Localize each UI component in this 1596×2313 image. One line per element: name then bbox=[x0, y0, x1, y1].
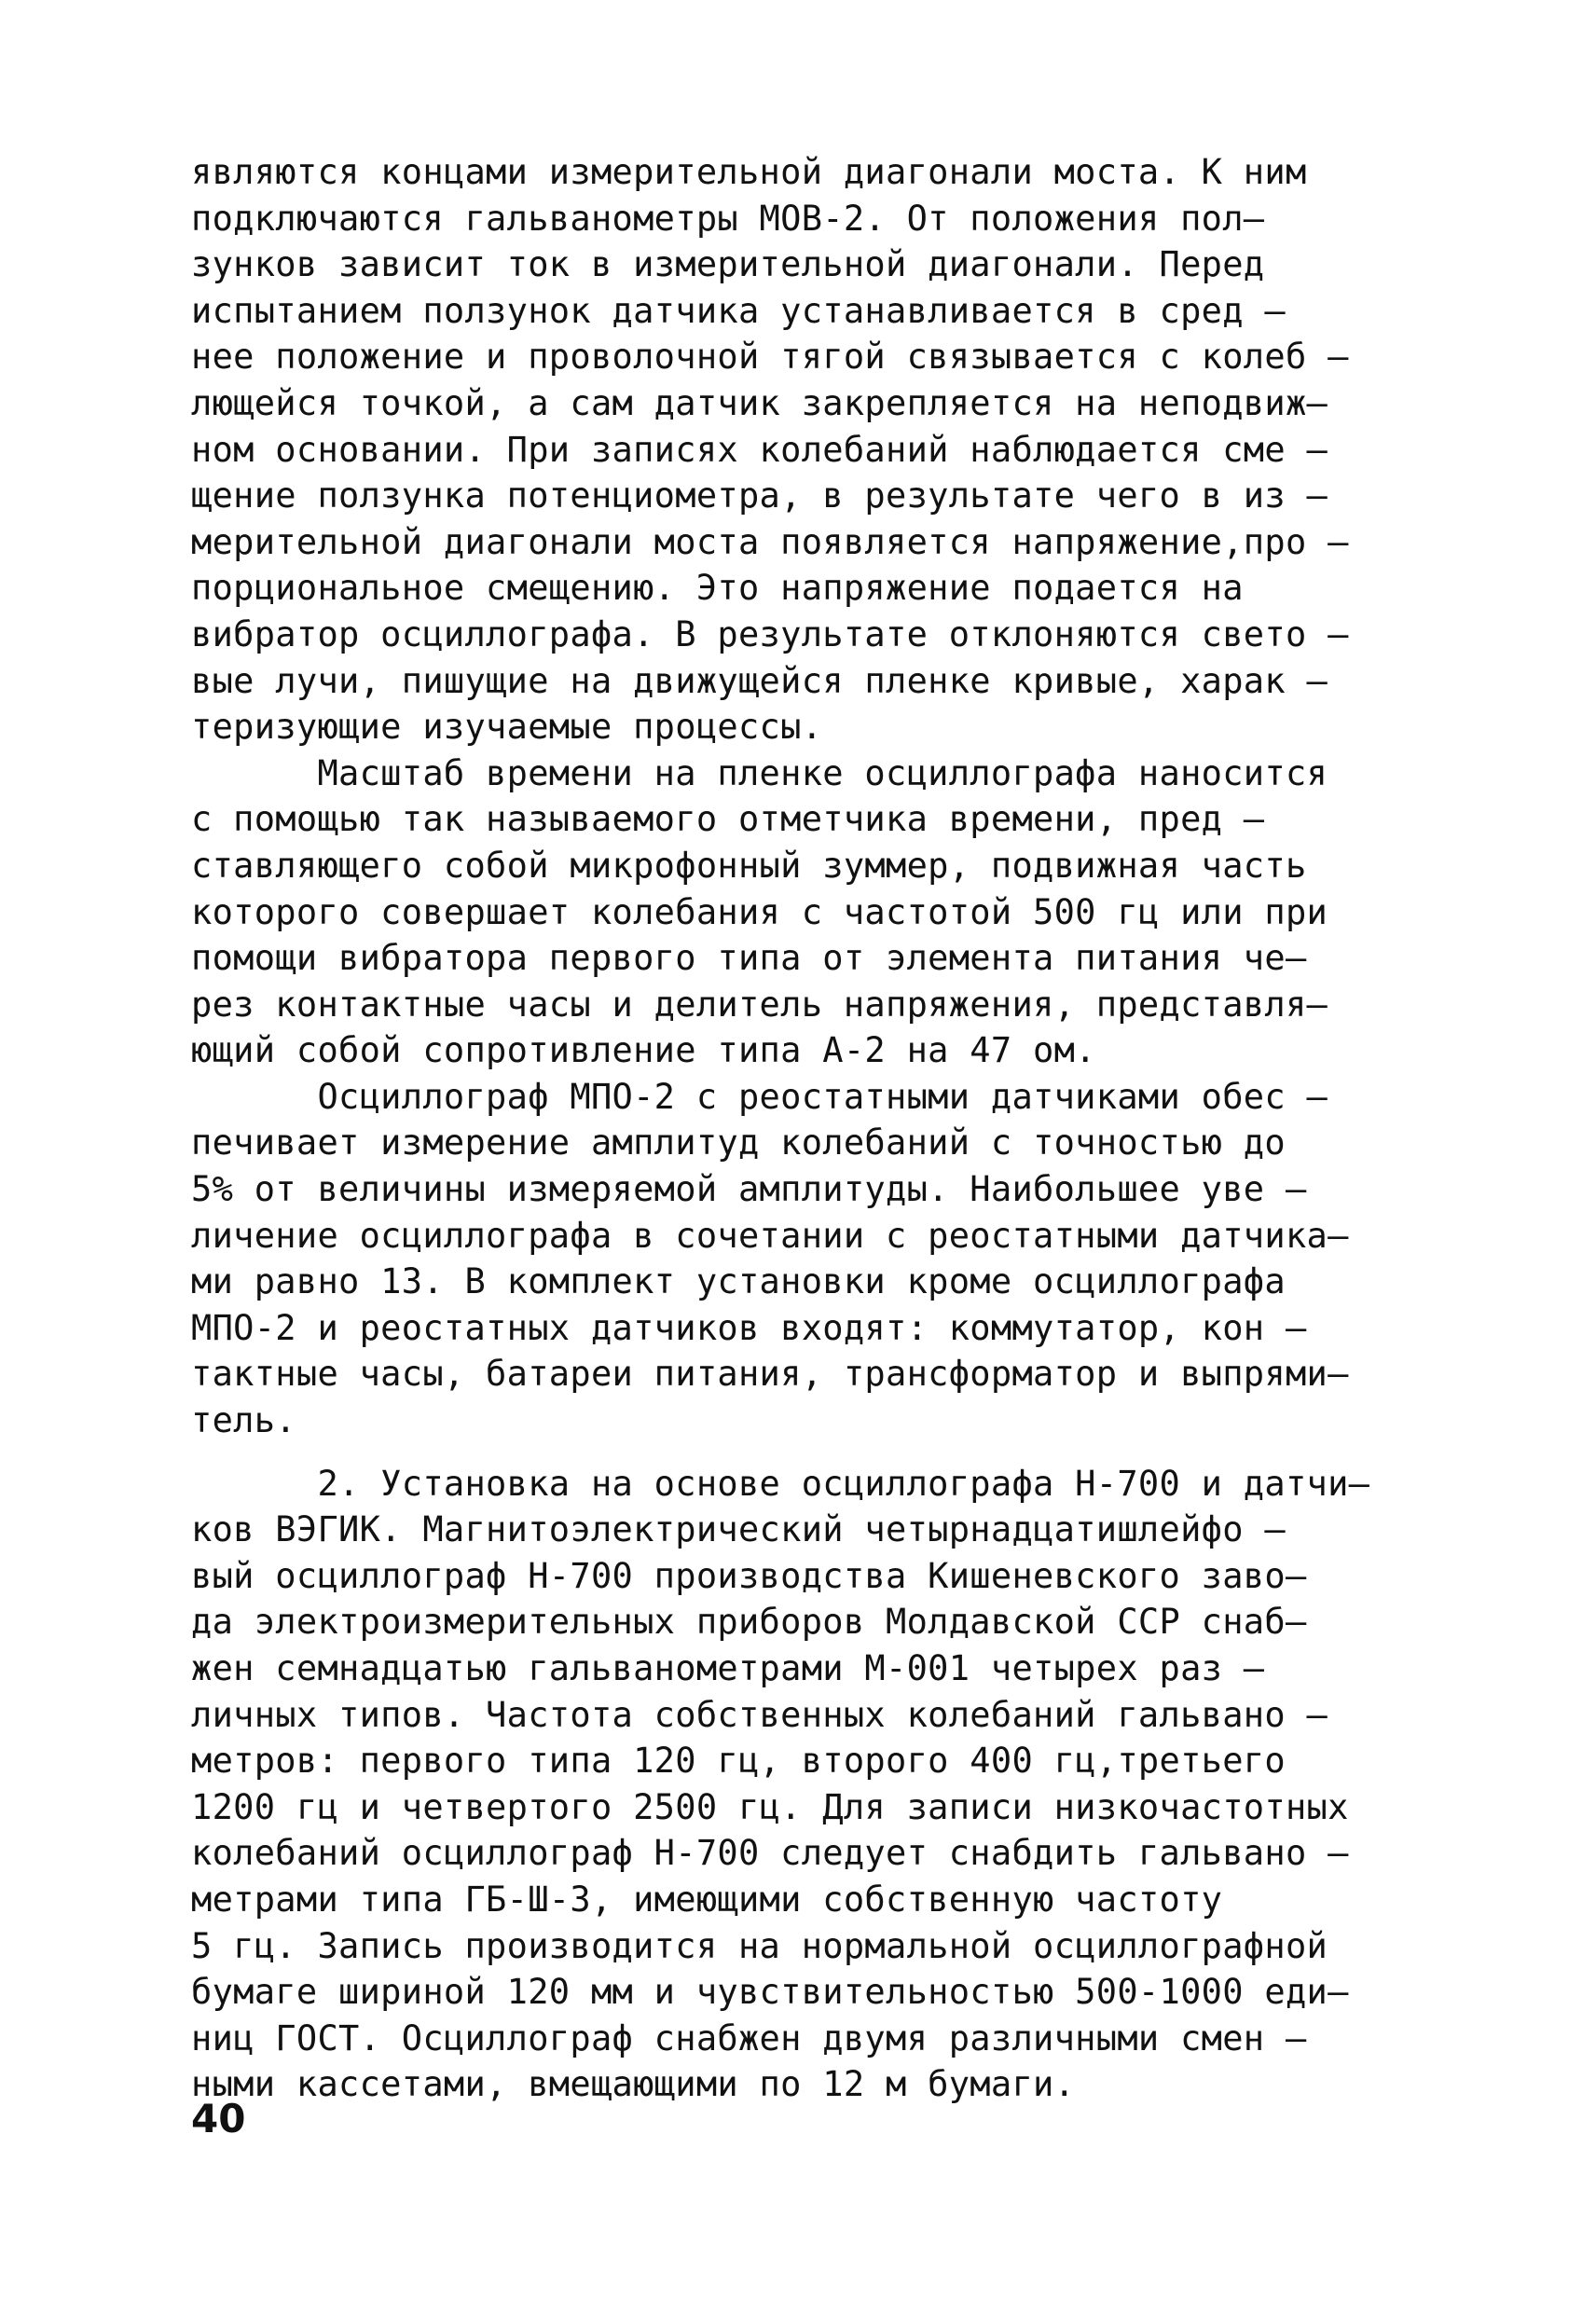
text-line: ставляющего собой микрофонный зуммер, подвижная часть bbox=[191, 845, 1307, 886]
text-line: являются концами измерительной диагонали моста. К ним bbox=[191, 152, 1307, 192]
text-line: жен семнадцатью гальванометрами М-001 четырех раз – bbox=[191, 1648, 1265, 1688]
text-line: 5% от величины измеряемой амплитуды. Наибольшее уве – bbox=[191, 1169, 1307, 1210]
text-line: 5 гц. Запись производится на нормальной осциллографной bbox=[191, 1925, 1328, 1966]
text-line: помощи вибратора первого типа от элемента питания че– bbox=[191, 938, 1307, 979]
text-line: рез контактные часы и делитель напряжения, представля– bbox=[191, 984, 1328, 1025]
text-line: личных типов. Частота собственных колебаний гальвано – bbox=[191, 1694, 1328, 1735]
text-line: вые лучи, пишущие на движущейся пленке кривые, харак – bbox=[191, 660, 1328, 701]
text-line: 1200 гц и четвертого 2500 гц. Для записи низкочастотных bbox=[191, 1786, 1349, 1827]
text-line: с помощью так называемого отметчика времени, пред – bbox=[191, 799, 1265, 840]
text-line: зунков зависит ток в измерительной диагонали. Перед bbox=[191, 244, 1265, 285]
text-line: тель. bbox=[191, 1400, 296, 1441]
paragraph-mpo2-accuracy bbox=[191, 1074, 1440, 1444]
text-line: которого совершает колебания с частотой 500 гц или при bbox=[191, 891, 1328, 932]
text-line: ков ВЭГИК. Магнитоэлектрический четырнадцатишлейфо – bbox=[191, 1509, 1286, 1550]
text-line: да электроизмерительных приборов Молдавской ССР снаб– bbox=[191, 1602, 1307, 1643]
text-line: Осциллограф МПО-2 с реостатными датчиками обес – bbox=[191, 1076, 1328, 1117]
paragraph-bridge-diagonal bbox=[191, 149, 1440, 750]
text-line: тактные часы, батареи питания, трансформатор и выпрями– bbox=[191, 1354, 1349, 1395]
text-line: Масштаб времени на пленке осциллографа наносится bbox=[191, 752, 1328, 793]
text-line: метрами типа ГБ-Ш-3, имеющими собственную частоту bbox=[191, 1879, 1223, 1920]
page-number: 40 bbox=[191, 2096, 246, 2141]
text-line: ми равно 13. В комплект установки кроме осциллографа bbox=[191, 1261, 1286, 1302]
text-line: теризующие изучаемые процессы. bbox=[191, 707, 823, 748]
body-text bbox=[191, 149, 1440, 2108]
text-line: МПО-2 и реостатных датчиков входят: коммутатор, кон – bbox=[191, 1307, 1307, 1348]
text-line: вибратор осциллографа. В результате отклоняются свето – bbox=[191, 613, 1349, 654]
paragraph-time-scale bbox=[191, 750, 1440, 1074]
text-line: порциональное смещению. Это напряжение подается на bbox=[191, 568, 1244, 609]
text-line: мерительной диагонали моста появляется напряжение,про – bbox=[191, 521, 1349, 562]
section-gap bbox=[191, 1444, 1440, 1461]
text-line: ном основании. При записях колебаний наблюдается сме – bbox=[191, 429, 1328, 470]
text-line: ными кассетами, вмещающими по 12 м бумаги. bbox=[191, 2064, 1076, 2105]
text-line: испытанием ползунок датчика устанавливается в сред – bbox=[191, 290, 1286, 331]
text-line: щение ползунка потенциометра, в результате чего в из – bbox=[191, 475, 1328, 516]
text-line: ниц ГОСТ. Осциллограф снабжен двумя различными смен – bbox=[191, 2017, 1307, 2058]
text-line: 2. Установка на основе осциллографа Н-700 и датчи– bbox=[191, 1463, 1370, 1504]
text-line: личение осциллографа в сочетании с реостатными датчика– bbox=[191, 1215, 1349, 1256]
text-line: ющий собой сопротивление типа А-2 на 47 ом. bbox=[191, 1030, 1096, 1071]
text-line: колебаний осциллограф Н-700 следует снабдить гальвано – bbox=[191, 1833, 1349, 1874]
text-line: нее положение и проволочной тягой связывается с колеб – bbox=[191, 337, 1349, 378]
text-line: вый осциллограф Н-700 производства Кишеневского заво– bbox=[191, 1555, 1307, 1596]
text-line: подключаются гальванометры МОВ-2. От положения пол– bbox=[191, 198, 1265, 239]
text-line: лющейся точкой, а сам датчик закрепляется на неподвиж– bbox=[191, 382, 1328, 423]
paragraph-h700-setup bbox=[191, 1461, 1440, 2108]
text-line: метров: первого типа 120 гц, второго 400 гц,третьего bbox=[191, 1741, 1286, 1782]
text-line: бумаге шириной 120 мм и чувствительностью 500-1000 еди– bbox=[191, 1972, 1349, 2013]
text-line: печивает измерение амплитуд колебаний с точностью до bbox=[191, 1122, 1286, 1163]
